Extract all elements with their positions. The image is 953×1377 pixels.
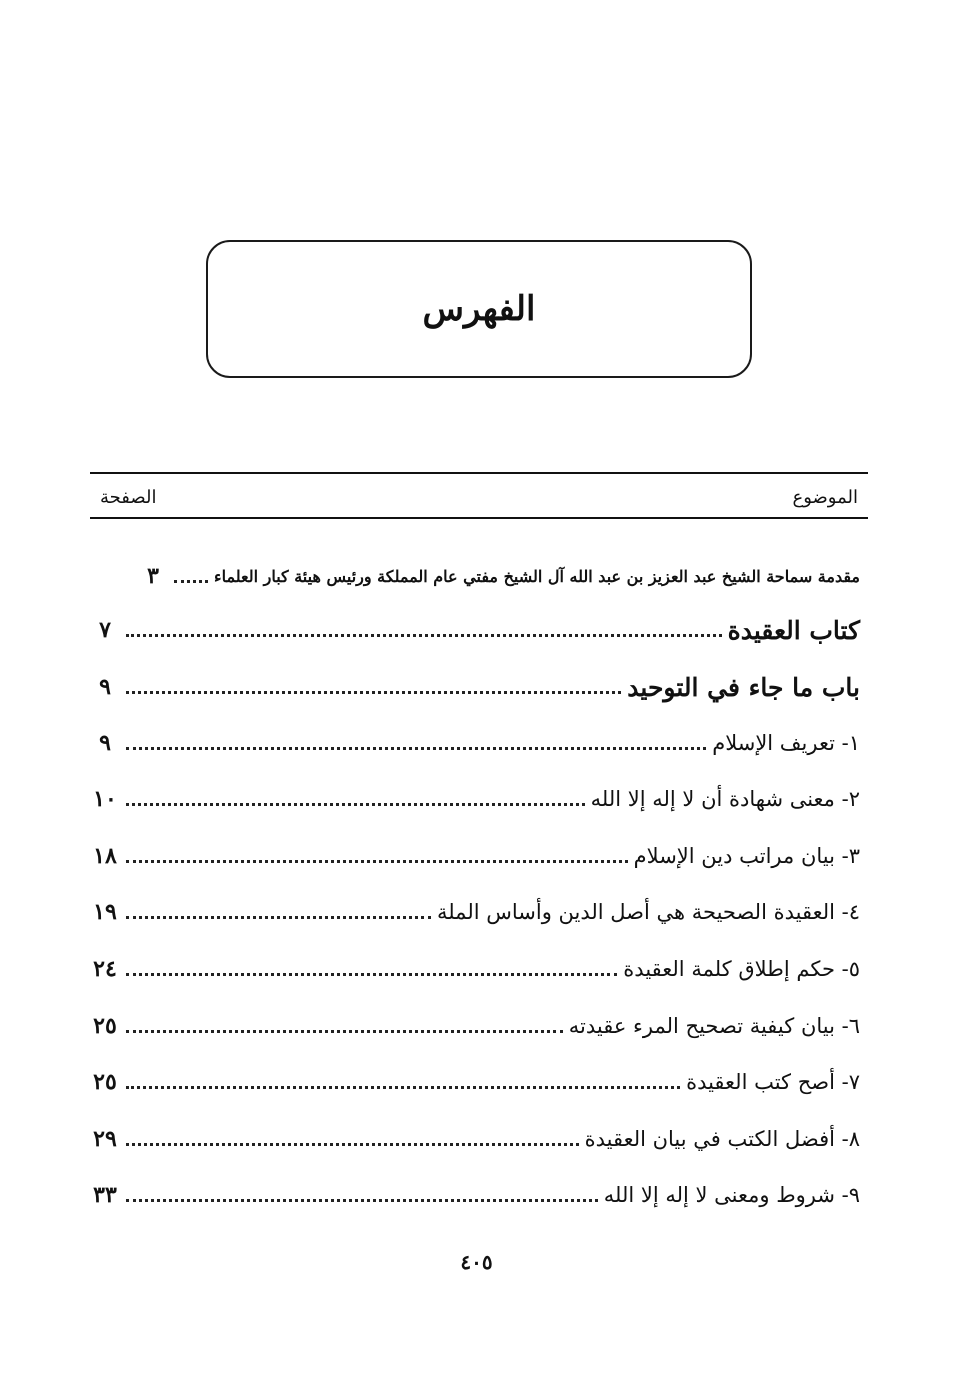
toc-entry-title: ٧- أصح كتب العقيدة xyxy=(686,1070,860,1094)
dot-leader xyxy=(126,803,585,806)
toc-entry-title: مقدمة سماحة الشيخ عبد العزيز بن عبد الله آل الشيخ مفتي عام المملكة ورئيس هيئة كبار العلماء xyxy=(214,566,860,586)
dot-leader xyxy=(126,860,628,863)
toc-entry-title: ٤- العقيدة الصحيحة هي أصل الدين وأساس الملة xyxy=(436,900,860,924)
dot-leader xyxy=(126,1199,598,1202)
toc-entry-page: ٩ xyxy=(99,730,111,756)
dot-leader xyxy=(126,634,722,637)
toc-entry-chapter xyxy=(90,667,860,707)
toc-entry-title: ٣- بيان مراتب دين الإسلام xyxy=(633,844,860,868)
dot-leader xyxy=(126,1030,563,1033)
toc-entry-page: ٢٥ xyxy=(93,1013,117,1039)
toc-entry-4 xyxy=(90,892,880,932)
toc-entry-book xyxy=(90,610,860,650)
toc-header xyxy=(100,482,858,512)
toc-entry-7 xyxy=(90,1062,880,1102)
toc-entry-page: ٢٥ xyxy=(93,1069,117,1095)
dot-leader xyxy=(126,691,621,694)
toc-entry-3 xyxy=(90,836,880,876)
header-rule-bottom xyxy=(90,517,868,519)
toc-entry-page: ١٠ xyxy=(93,786,117,812)
toc-entry-5 xyxy=(90,949,880,989)
toc-entry-page: ٩ xyxy=(99,674,111,700)
dot-leader xyxy=(174,580,208,583)
page-title: الفهرس xyxy=(422,289,536,329)
toc-entry-intro xyxy=(90,556,860,596)
toc-entry-8 xyxy=(90,1119,880,1159)
toc-entry-title: ٢- معنى شهادة أن لا إله إلا الله xyxy=(590,787,860,811)
topic-column-label: الموضوع xyxy=(792,486,858,508)
toc-entry-2 xyxy=(90,779,880,819)
toc-entry-page: ٣ xyxy=(147,563,159,589)
toc-entry-page: ٧ xyxy=(99,617,111,643)
page-number: ٤٠٥ xyxy=(460,1250,493,1274)
toc-entry-title: ٨- أفضل الكتب في بيان العقيدة xyxy=(584,1127,860,1151)
toc-entry-page: ١٩ xyxy=(93,899,117,925)
dot-leader xyxy=(126,747,706,750)
toc-entry-title: ٩- شروط ومعنى لا إله إلا الله xyxy=(603,1183,860,1207)
toc-entry-9 xyxy=(90,1175,880,1215)
toc-entry-title: ٦- بيان كيفية تصحيح المرء عقيدته xyxy=(568,1014,860,1038)
toc-entry-page: ٣٣ xyxy=(93,1182,117,1208)
title-frame xyxy=(206,240,752,378)
toc-entry-page: ١٨ xyxy=(93,843,117,869)
toc-entry-title: باب ما جاء في التوحيد xyxy=(627,672,860,702)
page-column-label: الصفحة xyxy=(100,486,157,508)
header-rule-top xyxy=(90,472,868,474)
toc-entry-page: ٢٤ xyxy=(93,956,117,982)
dot-leader xyxy=(126,973,617,976)
toc-entry-title: كتاب العقيدة xyxy=(727,615,860,645)
toc-entry-1 xyxy=(90,723,880,763)
toc-entry-6 xyxy=(90,1006,880,1046)
dot-leader xyxy=(126,1086,680,1089)
toc-entry-page: ٢٩ xyxy=(93,1126,117,1152)
dot-leader xyxy=(126,1143,579,1146)
dot-leader xyxy=(126,916,431,919)
toc-entry-title: ٥- حكم إطلاق كلمة العقيدة xyxy=(623,957,860,981)
toc-entry-title: ١- تعريف الإسلام xyxy=(712,731,860,755)
